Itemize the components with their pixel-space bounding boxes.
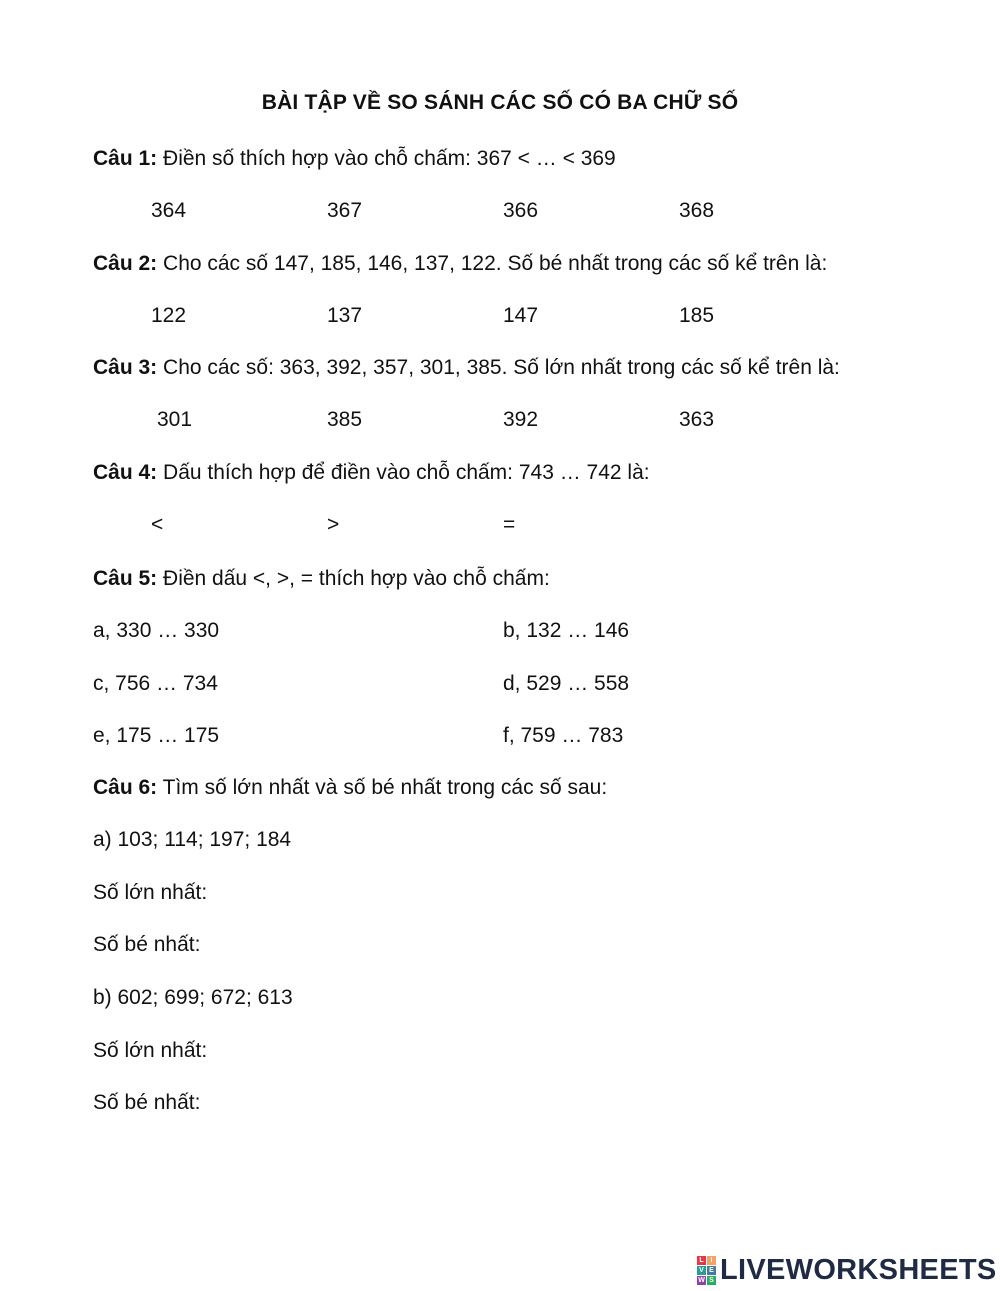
liveworksheets-logo-text: LIVEWORKSHEETS	[720, 1253, 997, 1286]
question-3-option-d[interactable]: 363	[679, 408, 715, 431]
question-5-item-f[interactable]: f, 759 … 783	[503, 724, 624, 747]
question-6	[93, 775, 607, 801]
question-1-option-b[interactable]: 367	[327, 199, 363, 222]
question-4-text: Dấu thích hợp để điền vào chỗ chấm: 743 … 742 là:	[157, 461, 650, 484]
logo-block-6: S	[707, 1276, 716, 1285]
logo-block-5: W	[698, 1276, 705, 1284]
question-5-item-e[interactable]: e, 175 … 175	[93, 724, 220, 747]
question-4-option-greater[interactable]: >	[327, 513, 340, 536]
question-5-item-c[interactable]: c, 756 … 734	[93, 672, 218, 695]
question-6-a-largest-label[interactable]: Số lớn nhất:	[93, 881, 208, 904]
page-title: BÀI TẬP VỀ SO SÁNH CÁC SỐ CÓ BA CHỮ SỐ	[261, 91, 739, 114]
question-6-a-smallest-label[interactable]: Số bé nhất:	[93, 933, 201, 956]
question-2-option-d[interactable]: 185	[679, 304, 715, 327]
logo-block-3: V	[697, 1266, 706, 1275]
question-6-set-a: a) 103; 114; 197; 184	[93, 828, 292, 851]
question-5	[93, 566, 550, 592]
question-3	[93, 355, 840, 381]
question-5-item-b[interactable]: b, 132 … 146	[503, 619, 630, 642]
question-2-option-a[interactable]: 122	[151, 304, 187, 327]
question-5-item-a[interactable]: a, 330 … 330	[93, 619, 220, 642]
question-4-option-less[interactable]: <	[151, 513, 164, 536]
question-3-option-a[interactable]: 301	[157, 408, 193, 431]
question-6-text: Tìm số lớn nhất và số bé nhất trong các số sau:	[157, 776, 608, 799]
question-1	[93, 146, 616, 172]
question-4-option-equal[interactable]: =	[503, 513, 516, 536]
question-1-option-d[interactable]: 368	[679, 199, 715, 222]
question-2-option-c[interactable]: 147	[503, 304, 539, 327]
question-4	[93, 460, 650, 486]
question-1-option-a[interactable]: 364	[151, 199, 187, 222]
question-6-set-b: b) 602; 699; 672; 613	[93, 986, 293, 1009]
question-6-label: Câu 6:	[93, 776, 158, 799]
question-2	[93, 251, 827, 277]
question-3-option-b[interactable]: 385	[327, 408, 363, 431]
logo-block-2: I	[707, 1256, 716, 1265]
question-1-label: Câu 1:	[93, 147, 158, 170]
question-2-text: Cho các số 147, 185, 146, 137, 122. Số bé nhất trong các số kể trên là:	[157, 252, 828, 275]
question-3-text: Cho các số: 363, 392, 357, 301, 385. Số lớn nhất trong các số kể trên là:	[157, 356, 840, 379]
question-4-label: Câu 4:	[93, 461, 158, 484]
logo-block-1: L	[697, 1256, 706, 1265]
question-6-b-largest-label[interactable]: Số lớn nhất:	[93, 1039, 208, 1062]
question-2-label: Câu 2:	[93, 252, 158, 275]
logo-block-4: E	[707, 1266, 716, 1275]
question-1-text: Điền số thích hợp vào chỗ chấm: 367 < … < 369	[157, 147, 616, 170]
liveworksheets-logo-icon	[697, 1256, 716, 1285]
question-5-item-d[interactable]: d, 529 … 558	[503, 672, 630, 695]
question-5-label: Câu 5:	[93, 567, 158, 590]
question-3-label: Câu 3:	[93, 356, 158, 379]
question-6-b-smallest-label[interactable]: Số bé nhất:	[93, 1091, 201, 1114]
question-3-option-c[interactable]: 392	[503, 408, 539, 431]
liveworksheets-logo	[697, 1255, 997, 1285]
question-2-option-b[interactable]: 137	[327, 304, 363, 327]
question-1-option-c[interactable]: 366	[503, 199, 539, 222]
question-5-text: Điền dấu <, >, = thích hợp vào chỗ chấm:	[157, 567, 550, 590]
